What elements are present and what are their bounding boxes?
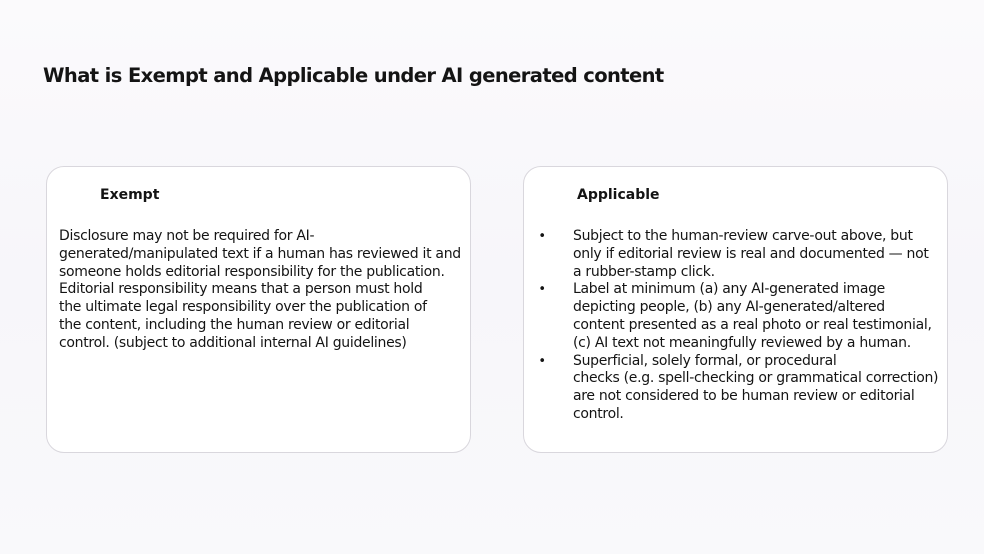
bullet-item (536, 281, 944, 352)
exempt-card (46, 166, 471, 453)
slide-title: What is Exempt and Applicable under AI generated content (43, 64, 664, 87)
bullet-icon: • (538, 282, 546, 298)
bullet-icon: • (538, 353, 546, 369)
bullet-line: control. (573, 405, 624, 422)
bullet-line: are not considered to be human review or editorial (573, 388, 915, 405)
exempt-heading: Exempt (100, 187, 160, 203)
bullet-line: depicting people, (b) any AI-generated/altered (573, 299, 885, 316)
exempt-body (59, 228, 464, 353)
exempt-line: control. (subject to additional internal AI guidelines) (59, 334, 407, 351)
bullet-line: Superficial, solely formal, or procedural (573, 352, 837, 369)
bullet-line: only if editorial review is real and documented — not (573, 245, 929, 262)
exempt-line: the ultimate legal responsibility over the publication of (59, 299, 427, 316)
bullet-icon: • (538, 229, 546, 244)
bullet-item (536, 228, 944, 281)
bullet-line: Label at minimum (a) any AI-generated image (573, 281, 885, 298)
bullet-line: checks (e.g. spell-checking or grammatical correction) (573, 370, 939, 387)
exempt-line: someone holds editorial responsibility for the publication. (59, 263, 445, 280)
exempt-line: Disclosure may not be required for AI- (59, 228, 315, 244)
bullet-line: Subject to the human-review carve-out above, but (573, 228, 913, 244)
bullet-item (536, 353, 944, 424)
bullet-line: a rubber-stamp click. (573, 263, 715, 280)
exempt-line: generated/manipulated text if a human has reviewed it and (59, 245, 461, 262)
applicable-heading: Applicable (577, 187, 660, 203)
exempt-line: Editorial responsibility means that a person must hold (59, 281, 423, 298)
bullet-line: (c) AI text not meaningfully reviewed by a human. (573, 334, 911, 351)
exempt-line: the content, including the human review or editorial (59, 316, 410, 333)
applicable-card (523, 166, 948, 453)
applicable-bullet-list (536, 228, 944, 424)
bullet-line: content presented as a real photo or real testimonial, (573, 316, 932, 333)
